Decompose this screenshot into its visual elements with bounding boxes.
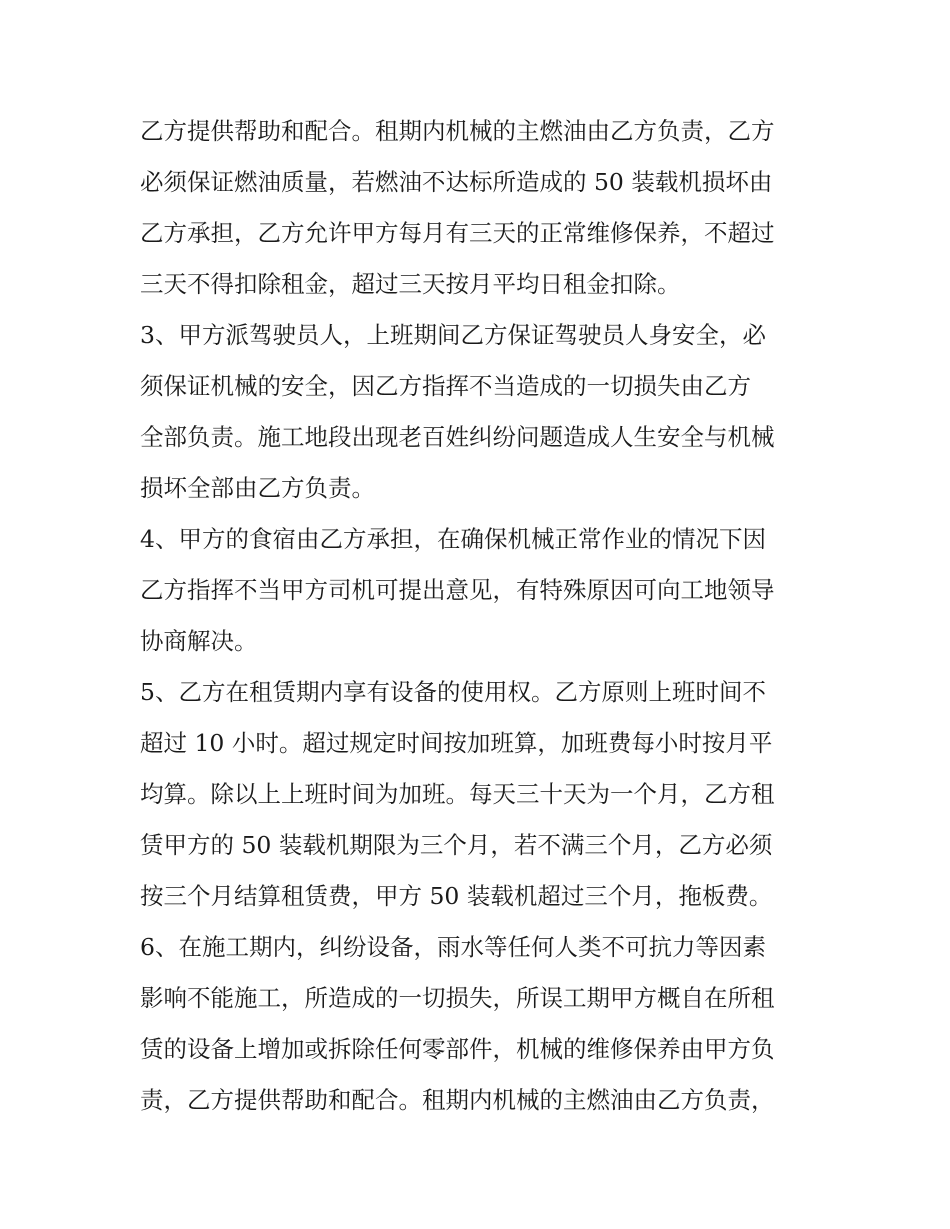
text-line: 全部负责。施工地段出现老百姓纠纷问题造成人生安全与机械 (140, 423, 775, 451)
text-line: 乙方提供帮助和配合。租期内机械的主燃油由乙方负责，乙方 (140, 117, 775, 145)
text-line: 超过 10 小时。超过规定时间按加班算，加班费每小时按月平 (140, 729, 773, 757)
clause-6-line: 6、在施工期内，纠纷设备，雨水等任何人类不可抗力等因素 (140, 933, 766, 961)
clause-3-line: 3、甲方派驾驶员人，上班期间乙方保证驾驶员人身安全，必 (140, 321, 766, 349)
text-line: 乙方指挥不当甲方司机可提出意见，有特殊原因可向工地领导 (140, 576, 775, 604)
text-line: 均算。除以上上班时间为加班。每天三十天为一个月，乙方租 (140, 780, 775, 808)
clause-5-line: 5、乙方在租赁期内享有设备的使用权。乙方原则上班时间不 (140, 678, 766, 706)
text-line: 影响不能施工，所造成的一切损失，所误工期甲方概自在所租 (140, 984, 775, 1012)
text-line: 按三个月结算租赁费，甲方 50 装载机超过三个月，拖板费。 (140, 882, 773, 910)
contract-text-body (140, 106, 820, 1126)
text-line: 赁甲方的 50 装载机期限为三个月，若不满三个月，乙方必须 (140, 831, 773, 859)
text-line: 乙方承担，乙方允许甲方每月有三天的正常维修保养，不超过 (140, 219, 775, 247)
text-line: 必须保证燃油质量，若燃油不达标所造成的 50 装载机损坏由 (140, 168, 773, 196)
text-line: 协商解决。 (140, 627, 258, 655)
text-line: 须保证机械的安全，因乙方指挥不当造成的一切损失由乙方 (140, 372, 751, 400)
text-line: 损坏全部由乙方负责。 (140, 474, 375, 502)
text-line: 三天不得扣除租金，超过三天按月平均日租金扣除。 (140, 270, 681, 298)
clause-4-line: 4、甲方的食宿由乙方承担，在确保机械正常作业的情况下因 (140, 525, 766, 553)
text-line: 赁的设备上增加或拆除任何零部件，机械的维修保养由甲方负 (140, 1035, 775, 1063)
text-line: 责，乙方提供帮助和配合。租期内机械的主燃油由乙方负责， (140, 1086, 775, 1114)
